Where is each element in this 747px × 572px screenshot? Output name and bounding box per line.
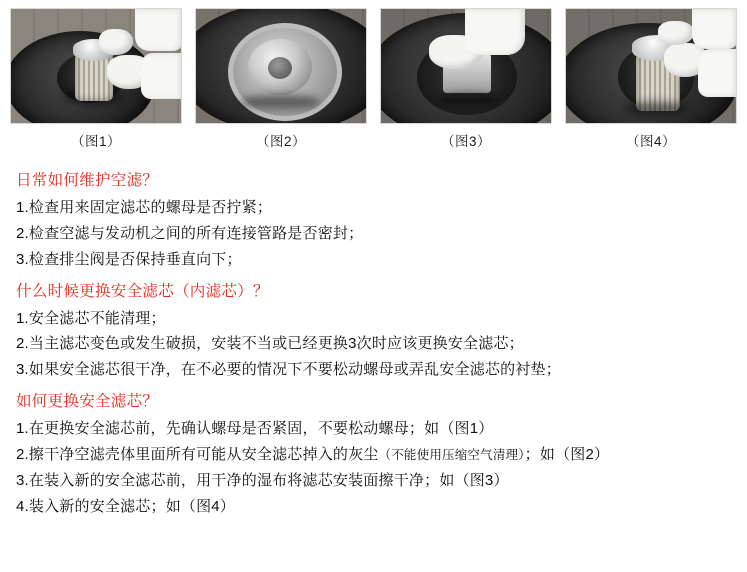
section-heading-daily-maintenance: 日常如何维护空滤？ [16,172,159,189]
section-heading-how-to-replace: 如何更换安全滤芯？ [16,393,159,410]
section-line-main: 2.擦干净空滤壳体里面所有可能从安全滤芯掉入的灰尘 [16,445,379,463]
section-line-tail: ；如（图2） [524,445,610,463]
figure-3 [380,8,552,150]
section-line-with-note [16,442,731,468]
figure-strip [0,0,747,150]
section-heading-when-to-replace: 什么时候更换安全滤芯（内滤芯）？ [16,282,269,300]
photo-cleaning-housing-cover [195,8,367,124]
photo-fitting-new-safety-element [565,8,737,124]
photo-wiping-sealing-surface [380,8,552,124]
section-line: 1.检查用来固定滤芯的螺母是否拧紧； [16,199,273,217]
figure-2 [195,8,367,150]
section-line: 3.在装入新的安全滤芯前，用干净的湿布将滤芯安装面擦干净；如（图3） [16,471,509,489]
figure-caption: （图3） [440,134,491,149]
section-line-note: （不能使用压缩空气清理） [378,447,525,462]
section-line: 3.检查排尘阀是否保持垂直向下； [16,250,242,268]
section-line: 1.在更换安全滤芯前，先确认螺母是否紧固，不要松动螺母；如（图1） [16,420,494,438]
article-body [0,150,747,519]
figure-4 [565,8,737,150]
photo-installing-filter-element [10,8,182,124]
section-line: 2.检查空滤与发动机之间的所有连接管路是否密封； [16,224,364,242]
figure-caption: （图1） [70,134,121,149]
section-line: 1.安全滤芯不能清理； [16,309,166,327]
figure-caption: （图2） [255,134,306,149]
figure-caption: （图4） [625,134,676,149]
figure-1 [10,8,182,150]
section-line: 3.如果安全滤芯很干净，在不必要的情况下不要松动螺母或弄乱安全滤芯的衬垫； [16,361,561,379]
section-line: 2.当主滤芯变色或发生破损，安装不当或已经更换3次时应该更换安全滤芯； [16,335,524,353]
section-line: 4.装入新的安全滤芯；如（图4） [16,497,236,515]
